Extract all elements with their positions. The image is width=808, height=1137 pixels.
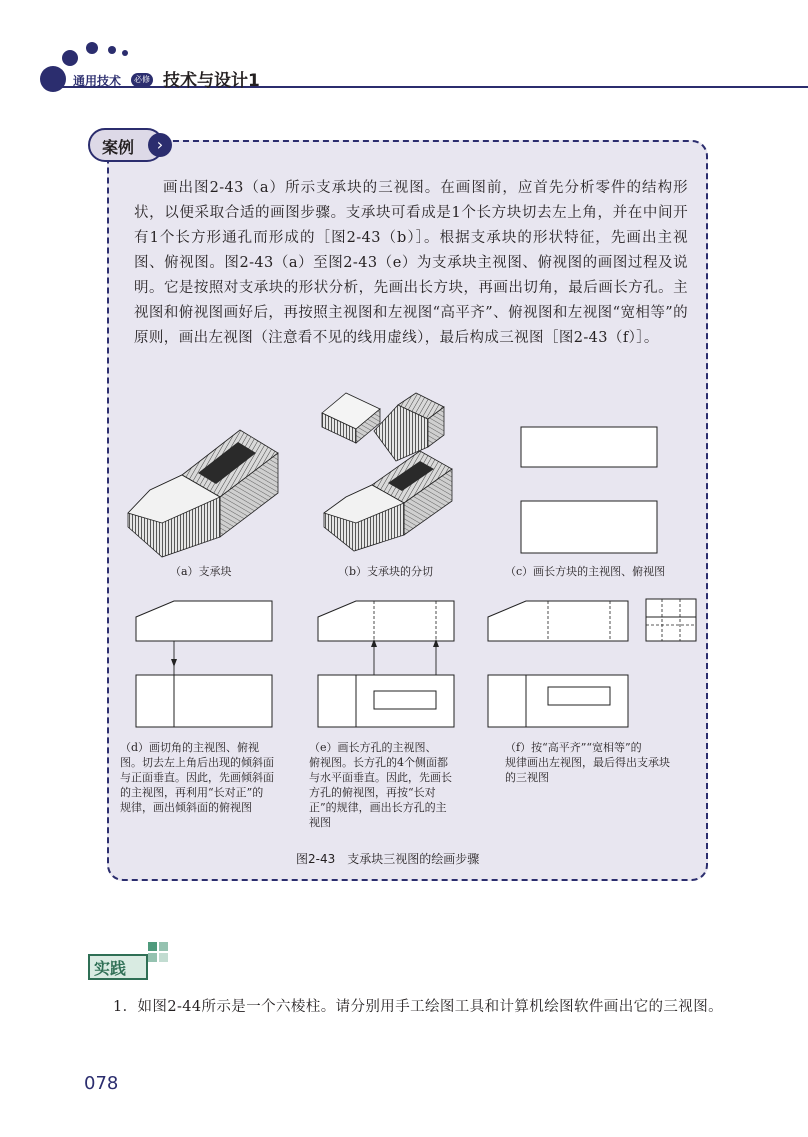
- figure-d-caption: [120, 740, 274, 815]
- header-dot-medium: [62, 50, 78, 66]
- figure-e-caption: [309, 740, 452, 830]
- practice-tag: [82, 944, 172, 980]
- case-paragraph: 画出图2-43（a）所示支承块的三视图。在画图前，应首先分析零件的结构形状，以便采取合适的画图步骤。支承块可看成是1个长方块切去左上角，并在中间开有1个长方形通孔而形成的［图2-43（b）］。根据支承块的形状特征，先画出主视图、俯视图。图2-43（a）至图2-43（e）为支承块主视图、俯视图的画图过程及说明。它是按照对支承块的形状分析，先画出长方块，再画出切角，最后画长方孔。主视图和俯视图画好后，再按照主视图和左视图“高平齐”、俯视图和左视图“宽相等”的原则，画出左视图（注意看不见的线用虚线），最后构成三视图［图2-43（f）］。: [134, 180, 688, 346]
- figure-d-caption-line: 的主视图，再利用“长对正”的: [120, 786, 264, 799]
- figure-d-caption-line: 规律，画出倾斜面的俯视图: [120, 801, 252, 814]
- figure-f-caption: [505, 740, 670, 785]
- figure-e-caption-line: 方孔的俯视图，再按“长对: [309, 786, 436, 799]
- practice-tag-label: 实践: [94, 959, 127, 978]
- header-dot-mini: [122, 50, 128, 56]
- figure-e-caption-line: （e）画长方孔的主视图、: [309, 741, 437, 754]
- figure-d-caption-line: （d）画切角的主视图、俯视: [120, 741, 260, 754]
- figure-e-slot-hole: [312, 595, 460, 735]
- figure-title: 图2-43 支承块三视图的绘画步骤: [296, 852, 480, 866]
- case-tag-label: 案例: [102, 138, 135, 157]
- header-dot-small: [86, 42, 98, 54]
- page-number: 078: [84, 1073, 119, 1094]
- chevron-right-icon: ›: [148, 133, 172, 157]
- figure-e-caption-line: 与水平面垂直。因此，先画长: [309, 771, 452, 784]
- figure-d-caption-line: 与正面垂直。因此，先画倾斜面: [120, 771, 274, 784]
- figure-f-caption-line: （f）按“高平齐”“宽相等”的: [505, 741, 642, 754]
- case-tag: [88, 128, 174, 164]
- figure-b-split-pieces: [316, 385, 458, 555]
- figure-f-caption-line: 的三视图: [505, 771, 549, 784]
- figure-a-support-block: [120, 415, 285, 560]
- header-dot-tiny: [108, 46, 116, 54]
- figure-c-rectangles: [515, 423, 663, 558]
- header-dot-large: [40, 66, 66, 92]
- figure-f-caption-line: 规律画出左视图，最后得出支承块: [505, 756, 670, 769]
- figure-d-cut-corner: [130, 595, 278, 735]
- header-series: 通用技术: [73, 74, 122, 88]
- figure-e-caption-line: 俯视图。长方孔的4个侧面都: [309, 756, 448, 769]
- header-book-title: 技术与设计1: [163, 71, 260, 91]
- figure-c-caption: （c）画长方块的主视图、俯视图: [505, 565, 666, 578]
- figure-e-caption-line: 视图: [309, 816, 331, 829]
- figure-e-caption-line: 正”的规律，画出长方孔的主: [309, 801, 447, 814]
- figure-b-caption: （b）支承块的分切: [338, 565, 434, 578]
- header-badge: 必修: [131, 73, 153, 87]
- figure-f-three-views: [482, 595, 700, 735]
- figure-d-caption-line: 图。切去左上角后出现的倾斜面: [120, 756, 274, 769]
- figure-a-caption: （a）支承块: [170, 565, 232, 578]
- practice-paragraph: 1．如图2-44所示是一个六棱柱。请分别用手工绘图工具和计算机绘图软件画出它的三视图。: [113, 999, 723, 1015]
